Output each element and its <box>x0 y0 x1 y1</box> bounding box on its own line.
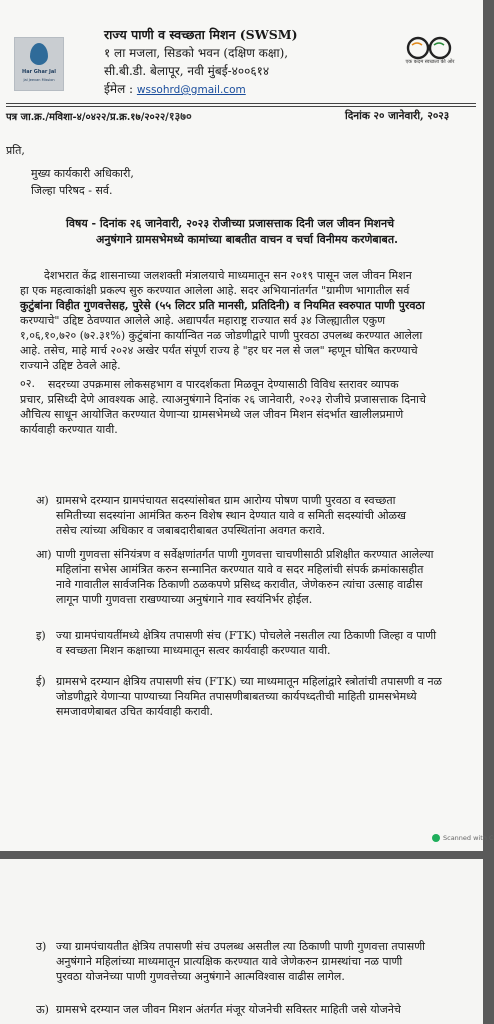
item-line: ज्या ग्रामपंचायतींमध्ये क्षेत्रिय तपासणी संच (FTK) पोचलेले नसतील त्या ठिकाणी जिल्हा व पाणी <box>56 629 437 642</box>
header-divider-2 <box>6 106 476 107</box>
email-line <box>104 82 404 97</box>
item-line: पुरवठा योजनेच्या पाणी गुणवत्तेच्या अनुषंगाने आत्मविश्वास वाढीस लागेल. <box>56 970 345 983</box>
email-label: ईमेल : <box>104 82 134 96</box>
subject-line-1: विषय - दिनांक २६ जानेवारी, २०२३ रोजीच्या प्रजासत्ताक दिनी जल जीवन मिशनचे <box>66 217 395 230</box>
item-marker: ई) <box>36 675 46 688</box>
address-line-2: सी.बी.डी. बेलापूर, नवी मुंबई-४००६१४ <box>104 64 270 78</box>
item-line: लागून पाणी गुणवत्ता राखण्याच्या अनुषंगाने गाव स्वयंनिर्भर होईल. <box>56 593 313 606</box>
item-line: महिलांना सभेस आमंत्रित करुन सन्मानित करण्यात यावे व सदर महिलांची संपर्क क्रमांकासहीत <box>56 563 424 576</box>
item-marker: आ) <box>36 548 52 561</box>
paragraph-2 <box>20 377 472 437</box>
item-marker: अ) <box>36 494 49 507</box>
para2-line: कार्यवाही करण्यात यावी. <box>20 423 118 436</box>
camscanner-icon <box>432 834 440 842</box>
item-line: अनुषंगाने महिलांच्या माध्यमातून प्रात्यक्षिक करण्यात यावे जेणेकरुन ग्रामस्थांचा नळ पाणी <box>56 955 403 968</box>
para2-line: औचित्य साधून आयोजित करण्यात येणाऱ्या ग्रामसभेमध्ये जल जीवन मिशन संदर्भात खालीलप्रमाणे <box>20 408 404 421</box>
recipient-line-1: मुख्य कार्यकारी अधिकारी, <box>31 167 134 180</box>
item-line: ग्रामसभे दरम्यान क्षेत्रिय तपासणी संच (FTK) च्या माध्यमातून महिलांद्वारे स्त्रोतांची तपासणी व नळ <box>56 675 442 688</box>
to-label: प्रति, <box>6 144 25 157</box>
para1-line: कुटुंबांना विहीत गुणवत्तेसह, पुरेसे (५५ लिटर प्रति मानसी, प्रतिदिनी) व नियमित स्वरुपात पाणी पुरवठा <box>20 299 425 312</box>
item-line: पाणी गुणवत्ता संनियंत्रण व सर्वेक्षणांतर्गत पाणी गुणवत्ता चाचणीसाठी प्रशिक्षीत करण्यात आलेल्या <box>56 548 434 561</box>
para2-line: सदरच्या उपक्रमास लोकसहभाग व पारदर्शकता मिळवून देण्यासाठी विविध स्तरावर व्यापक <box>48 378 399 391</box>
list-item-aa <box>56 547 472 607</box>
item-line: तसेच त्यांच्या अधिकार व जबाबदारीबाबत उपस्थितांना अवगत करावे. <box>56 524 326 537</box>
list-item-i <box>56 628 472 658</box>
email-link[interactable]: wssohrd@gmail.com <box>136 84 246 96</box>
item-marker: उ) <box>36 940 47 953</box>
para1-line: १,०६,१०,७२० (७२.३१%) कुटुंबांना कार्यान्वित नळ जोडणीद्वारे पाणी पुरवठा उपलब्ध करण्यात आलेला <box>20 329 423 342</box>
letter-page-2 <box>0 859 483 1024</box>
reference-number <box>6 110 192 124</box>
item-line: ग्रामसभे दरम्यान जल जीवन मिशन अंतर्गत मंजूर योजनेची सविस्तर माहिती जसे योजनेचे <box>56 1003 401 1016</box>
address-line-1: १ ला मजला, सिडको भवन (दक्षिण कक्षा), <box>104 46 289 60</box>
item-marker: इ) <box>36 629 46 642</box>
item-marker: ऊ) <box>36 1003 49 1016</box>
para2-line: प्रचार, प्रसिध्दी देणे आवश्यक आहे. त्याअनुषंगाने दिनांक २६ जानेवारी, २०२३ रोजीचे प्रजासत्ताक दिनाचे <box>20 393 426 406</box>
item-line: ग्रामसभे दरम्यान ग्रामपंचायत सदस्यांसोबत ग्राम आरोग्य पोषण पाणी पुरवठा व स्वच्छता <box>56 494 396 507</box>
list-item-uu <box>56 1002 472 1017</box>
header-divider <box>6 103 476 104</box>
paragraph-1 <box>20 268 472 373</box>
para1-line: राज्याने उद्दिष्ट ठेवले आहे. <box>20 359 121 372</box>
para1-line: देशभरात केंद्र शासनाच्या जलशक्ती मंत्रालयाचे माध्यमातून सन २०१९ पासून जल जीवन मिशन <box>44 269 412 282</box>
item-line: ज्या ग्रामपंचायतीत क्षेत्रिय तपासणी संच उपलब्ध असतील त्या ठिकाणी पाणी गुणवत्ता तपासणी <box>56 940 426 953</box>
item-line: समितीच्या सदस्यांना आमंत्रित करुन विशेष स्थान देण्यात यावे व समिती सदस्यांची ओळख <box>56 509 406 522</box>
item-line: नावे गावातील सार्वजनिक ठिकाणी ठळकपणे प्रसिध्द करावीत, जेणेकरुन त्यांचा उत्साह वाढीस <box>56 578 423 591</box>
subject-line-2: अनुषंगाने ग्रामसभेमध्ये कामांच्या बाबतीत वाचन व चर्चा विनीमय करणेबाबत. <box>96 233 398 246</box>
scanned-label: Scanned with C <box>443 834 494 842</box>
para1-line: हा एक महत्वाकांक्षी प्रकल्प सुरु करण्यात आलेला आहे. सदर अभियानांतर्गत "ग्रामीण भागातील सर्व <box>20 284 410 297</box>
para1-line: आहे. तसेच, माहे मार्च २०२४ अखेर पर्यंत संपूर्ण राज्य हे "हर घर नल से जल" म्हणून घोषित करण्याचे <box>20 344 418 357</box>
list-item-u <box>56 939 472 984</box>
paragraph-2-number: ०२. <box>20 377 35 390</box>
list-item-ii <box>56 674 472 719</box>
item-line: व स्वच्छता मिशन कक्षाच्या माध्यमातून सत्वर कार्यवाही करण्यात यावी. <box>56 644 331 657</box>
logo-subcaption: Jal Jeevan Mission <box>23 78 55 82</box>
water-drop-icon <box>30 43 48 65</box>
ref-number-text: पत्र जा.क्र./मविशा-४/०४२२/प्र.क्र.१७/२०२२/ <box>6 112 169 123</box>
recipient-line-2: जिल्हा परिषद - सर्व. <box>31 184 113 197</box>
ref-handwritten: १३७० <box>168 110 192 123</box>
scanned-watermark <box>432 834 494 842</box>
org-name: राज्य पाणी व स्वच्छता मिशन (SWSM) <box>104 27 298 42</box>
har-ghar-jal-logo <box>14 37 64 91</box>
para1-line: करण्याचे" उद्दिष्ट ठेवण्यात आलेले आहे. अद्यापर्यंत महाराष्ट्र राज्यात सर्व ३४ जिल्ह्यातील एकुण <box>20 314 386 327</box>
letter-date: दिनांक २० जानेवारी, २०२३ <box>345 110 450 122</box>
list-item-a <box>56 493 472 538</box>
item-line: जोडणीद्वारे येणाऱ्या पाण्याच्या नियमित तपासणीबाबतच्या कार्यपध्दतीची माहिती ग्रामसभेमध्ये <box>56 690 417 703</box>
item-line: समजावणेबाबत उचित कार्यवाही करावी. <box>56 705 213 718</box>
logo-slogan: एक कदम स्वच्छता की ओर <box>405 59 455 65</box>
logo-caption: Har Ghar Jal <box>22 69 56 75</box>
